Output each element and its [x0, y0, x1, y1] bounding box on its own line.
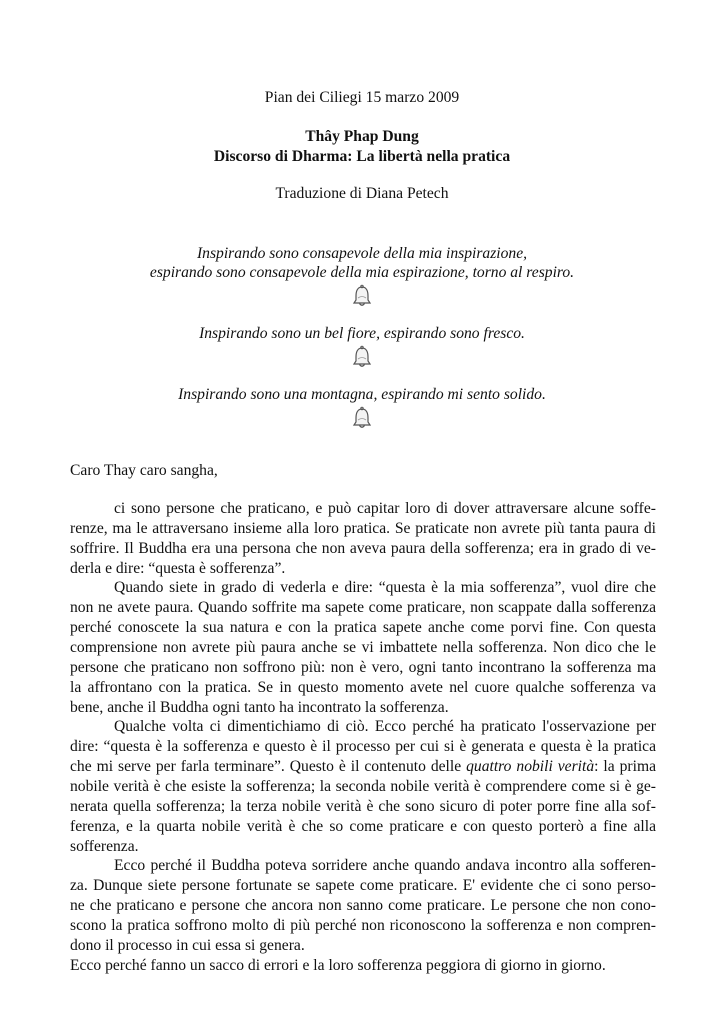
body-line: nerata quella sofferenza; la terza nobile verità è che sono sicuro di poter porre fine alla sof- — [70, 798, 656, 815]
body-line: soffrire. Il Buddha era una persona che non aveva paura della sofferenza; era in grado di ve- — [70, 540, 656, 557]
salutation: Caro Thay caro sangha, — [70, 462, 218, 479]
body-line: dire: “questa è la sofferenza e questo è il processo per cui si è generata e questa è la pratica — [70, 738, 656, 755]
translation-credit: Traduzione di Diana Petech — [275, 185, 449, 202]
author-name: Thây Phap Dung — [305, 128, 419, 145]
body-line: renze, ma le attraversano insieme alla loro pratica. Se praticate non avrete più tanta paura di — [70, 520, 656, 537]
bell-icon — [351, 406, 373, 430]
body-line: za. Dunque siete persone fortunate se sapete come praticare. E' evidente che ci sono perso- — [70, 877, 656, 894]
verse-line-1: Inspirando sono consapevole della mia inspirazione, — [196, 245, 528, 262]
body-line: Quando siete in grado di vederla e dire: “questa è la mia sofferenza”, vuol dire che — [114, 579, 656, 596]
emphasis-text: quattro nobili verità — [466, 758, 595, 775]
document-title: Discorso di Dharma: La libertà nella pratica — [213, 148, 511, 165]
body-line: ne che praticano e persone che ancora non sanno come praticare. Le persone che non cono- — [70, 897, 656, 914]
body-text: : la prima — [594, 758, 656, 775]
body-line: bene, anche il Buddha ogni tanto ha incontrato la sofferenza. — [70, 699, 449, 716]
body-line: non ne avete paura. Quando soffrite ma sapete come praticare, non scappate dalla sofferenza — [70, 599, 656, 616]
bell-icon — [351, 284, 373, 308]
place-date: Pian dei Ciliegi 15 marzo 2009 — [264, 89, 460, 106]
body-line: persone che praticano non soffrono più: non è vero, ogni tanto incontrano la sofferenza ma — [70, 659, 656, 676]
body-line: Qualche volta ci dimentichiamo di ciò. Ecco perché ha praticato l'osservazione per — [114, 718, 656, 735]
body-line: ci sono persone che praticano, e può capitar loro di dover attraversare alcune soffe- — [114, 500, 656, 517]
verse-line-3: Inspirando sono un bel fiore, espirando sono fresco. — [199, 325, 525, 342]
body-line: derla e dire: “questa è sofferenza”. — [70, 560, 286, 577]
verse-line-2: espirando sono consapevole della mia espirazione, torno al respiro. — [149, 264, 575, 281]
body-line: nobile verità è che esiste la sofferenza; la seconda nobile verità è comprendere come si è ge- — [70, 778, 656, 795]
body-line: scono la pratica soffrono molto di più perché non riconoscono la sofferenza e non compren- — [70, 917, 656, 934]
body-line: perché conoscete la sua natura e con la pratica sapete anche come porvi fine. Con questa — [70, 619, 656, 636]
body-line: dono il processo in cui essa si genera. — [70, 937, 305, 954]
body-text: che mi serve per farla terminare”. Questo è il contenuto delle — [70, 758, 467, 775]
bell-icon — [351, 345, 373, 369]
verse-line-4: Inspirando sono una montagna, espirando mi sento solido. — [178, 386, 546, 403]
body-line: sofferenza. — [70, 838, 139, 855]
body-line: comprensione non avrete più paura anche se vi imbattete nella sofferenza. Non dico che le — [70, 639, 656, 656]
body-line — [70, 757, 656, 777]
body-line: la affrontano con la pratica. Se in questo momento avete nel cuore qualche sofferenza va — [70, 679, 656, 696]
body-line: ferenza, e la quarta nobile verità è che so come praticare e con questo porterò a fine alla — [70, 818, 656, 835]
body-line: Ecco perché il Buddha poteva sorridere anche quando andava incontro alla sofferen- — [114, 857, 656, 874]
body-line: Ecco perché fanno un sacco di errori e la loro sofferenza peggiora di giorno in giorno. — [70, 957, 606, 974]
